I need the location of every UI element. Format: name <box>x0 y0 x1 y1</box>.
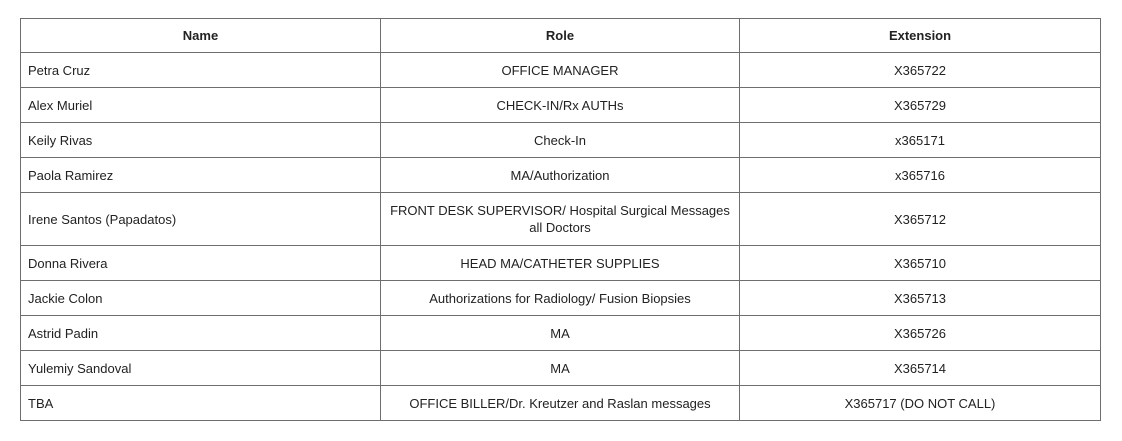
table-row <box>21 386 1101 421</box>
cell-name: Donna Rivera <box>21 246 381 281</box>
cell-role: MA <box>381 351 740 386</box>
cell-extension: X365710 <box>740 246 1101 281</box>
cell-role: MA <box>381 316 740 351</box>
header-extension: Extension <box>740 19 1101 53</box>
header-role: Role <box>381 19 740 53</box>
staff-directory <box>20 18 1100 421</box>
cell-extension: X365729 <box>740 88 1101 123</box>
table-row <box>21 316 1101 351</box>
header-name: Name <box>21 19 381 53</box>
table-row <box>21 123 1101 158</box>
cell-name: Jackie Colon <box>21 281 381 316</box>
cell-name: Astrid Padin <box>21 316 381 351</box>
header-row <box>21 19 1101 53</box>
cell-role: OFFICE MANAGER <box>381 53 740 88</box>
table-row <box>21 351 1101 386</box>
cell-name: Irene Santos (Papadatos) <box>21 193 381 246</box>
cell-name: Petra Cruz <box>21 53 381 88</box>
table-row <box>21 88 1101 123</box>
cell-extension: X365717 (DO NOT CALL) <box>740 386 1101 421</box>
cell-role: CHECK-IN/Rx AUTHs <box>381 88 740 123</box>
table-row <box>21 193 1101 246</box>
cell-extension: x365171 <box>740 123 1101 158</box>
cell-extension: x365716 <box>740 158 1101 193</box>
cell-role: HEAD MA/CATHETER SUPPLIES <box>381 246 740 281</box>
cell-name: Alex Muriel <box>21 88 381 123</box>
cell-extension: X365726 <box>740 316 1101 351</box>
cell-name: TBA <box>21 386 381 421</box>
cell-extension: X365712 <box>740 193 1101 246</box>
cell-name: Paola Ramirez <box>21 158 381 193</box>
cell-role: Check-In <box>381 123 740 158</box>
table-row <box>21 53 1101 88</box>
table-row <box>21 281 1101 316</box>
table-row <box>21 246 1101 281</box>
cell-role: Authorizations for Radiology/ Fusion Biopsies <box>381 281 740 316</box>
cell-extension: X365714 <box>740 351 1101 386</box>
table-row <box>21 158 1101 193</box>
cell-role: OFFICE BILLER/Dr. Kreutzer and Raslan messages <box>381 386 740 421</box>
staff-table <box>20 18 1101 421</box>
cell-role: FRONT DESK SUPERVISOR/ Hospital Surgical Messages all Doctors <box>381 193 740 246</box>
cell-extension: X365713 <box>740 281 1101 316</box>
cell-role: MA/Authorization <box>381 158 740 193</box>
cell-extension: X365722 <box>740 53 1101 88</box>
cell-name: Yulemiy Sandoval <box>21 351 381 386</box>
cell-name: Keily Rivas <box>21 123 381 158</box>
